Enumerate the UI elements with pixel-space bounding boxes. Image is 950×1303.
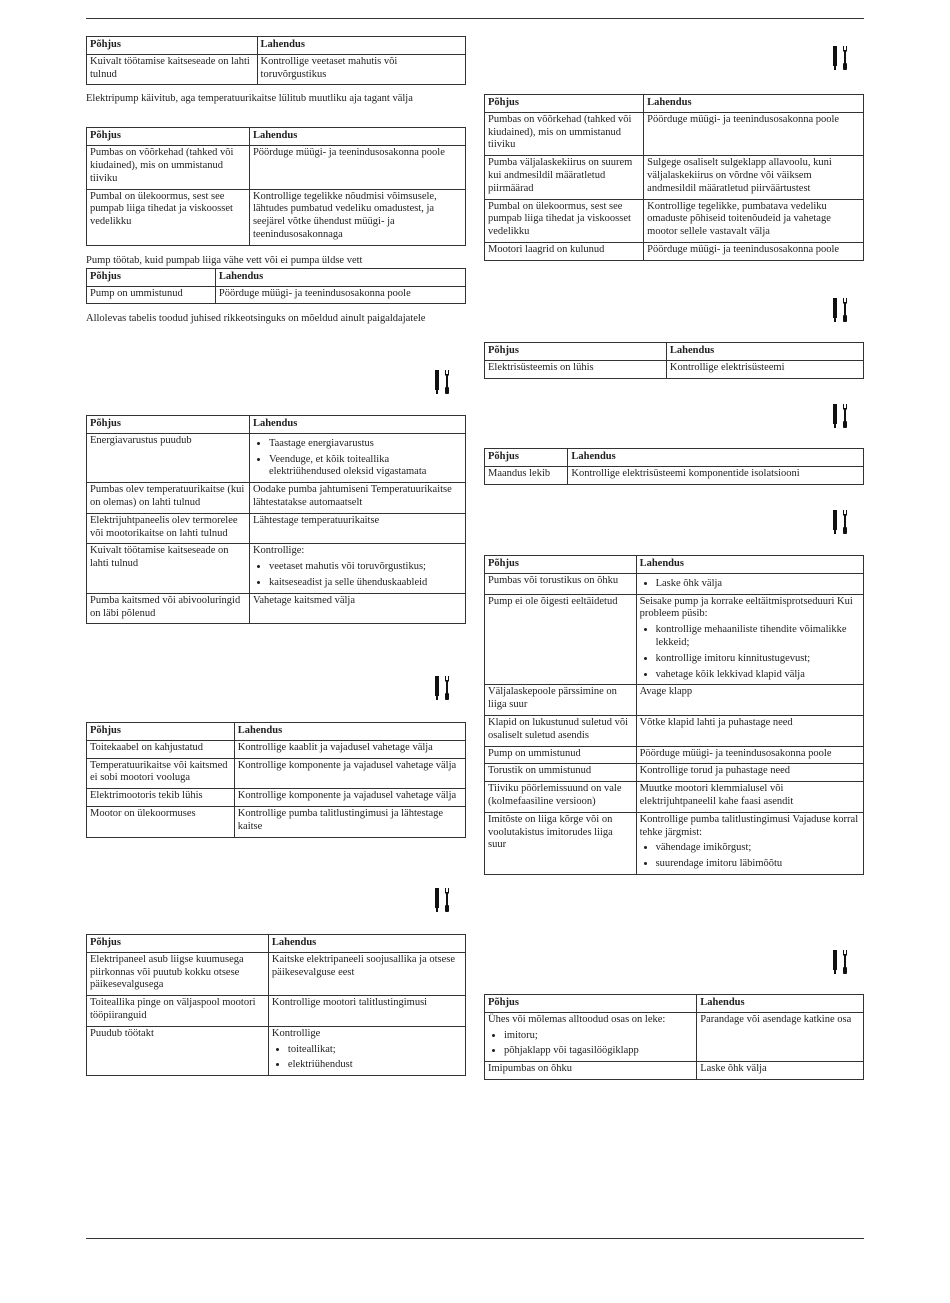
cause-cell [87, 789, 235, 807]
solution-cell-text: Parandage või asendage katkine osa [700, 1013, 852, 1025]
solution-cell-text: Pöörduge müügi- ja teenindusosakonna poole [218, 287, 411, 299]
right-column-1 [484, 94, 864, 261]
cause-cell-text: Pumba väljalaskekiirus on suurem kui andmesildil määratletud piirmäärad [488, 157, 633, 194]
cause-cell-text: Elektrimootoris tekib lühis [90, 790, 203, 802]
solution-cell [697, 1062, 864, 1080]
screwdriver-wrench-icon [434, 886, 452, 914]
column-header-solution: Lahendus [666, 343, 863, 361]
column-header-solution: Lahendus [257, 37, 465, 55]
cause-cell [87, 593, 250, 624]
cause-cell-text: Toitekaabel on kahjustatud [90, 741, 203, 753]
table-header-row [87, 128, 466, 146]
table-row [87, 544, 466, 593]
solution-cell [257, 54, 465, 85]
cause-cell-text: Pump on ummistunud [488, 747, 581, 759]
table-block [484, 448, 864, 485]
cause-cell-text: Imitõste on liiga kõrge või on voolutakistus imitorudes liiga suur [488, 813, 613, 851]
bullet-item: • vahetage kõik lekkivad klapid välja [656, 669, 860, 682]
left-column [86, 36, 466, 326]
solution-cell-text: Kontrollige komponente ja vajadusel vahetage välja [237, 790, 457, 802]
solution-cell-text: Sulgege osaliselt sulgeklapp allavoolu, kuni väljalaskekiirus on võrdne või väiksem andmesildil määratletud piirväärtustest [647, 157, 832, 194]
table-row [485, 573, 864, 594]
solution-cell-text: Kaitske elektripaneeli soojusallika ja otsese päikesevalguse eest [271, 953, 456, 978]
table-header-row [485, 995, 864, 1013]
cause-cell [485, 242, 644, 260]
cause-cell [87, 952, 269, 995]
cause-cell [485, 764, 637, 782]
solution-cell [636, 746, 863, 764]
column-header-solution: Lahendus [636, 556, 863, 574]
table-header-row [87, 37, 466, 55]
cause-cell [485, 199, 644, 242]
screwdriver-wrench-icon [832, 296, 850, 324]
solution-cell-text: Laske õhk välja [700, 1063, 767, 1075]
bullet-list [640, 624, 860, 681]
table-row [485, 715, 864, 746]
screwdriver-wrench-icon [832, 508, 850, 536]
cause-cell [87, 189, 250, 245]
cause-cell [87, 758, 235, 789]
solution-cell-text: Vahetage kaitsmed välja [252, 594, 356, 606]
cause-cell [485, 594, 637, 685]
cause-cell-text: Ühes või mõlemas alltoodud osas on leke: [488, 1013, 666, 1025]
table-block [484, 342, 864, 379]
cause-cell-text: Pumbas on võõrkehad (tahked või kiudained), mis on ummistanud tiiviku [90, 147, 234, 184]
table-header-row [87, 935, 466, 953]
column-header-cause: Põhjus [87, 37, 258, 55]
left-column-lower-2 [86, 722, 466, 838]
cause-cell [87, 483, 250, 514]
cause-cell [485, 746, 637, 764]
solution-cell [249, 189, 465, 245]
column-header-solution: Lahendus [644, 95, 864, 113]
table-header-row [485, 449, 864, 467]
table-block [86, 934, 466, 1076]
bullet-item: • kaitseseadist ja selle ühenduskaableid [269, 577, 462, 590]
table-row [485, 1012, 864, 1061]
table-row [485, 199, 864, 242]
solution-cell [636, 764, 863, 782]
table-row [485, 156, 864, 199]
troubleshooting-table [484, 342, 864, 379]
column-header-solution: Lahendus [249, 128, 465, 146]
bullet-list [640, 842, 860, 871]
cause-cell [87, 740, 235, 758]
solution-cell-text: Kontrollige tegelikke, pumbatava vedeliku omaduste põhiseid toitenõudeid ja vahetage mootor sellele vastavalt välja [647, 200, 831, 238]
cause-cell [485, 715, 637, 746]
solution-cell [268, 1026, 465, 1075]
solution-cell [215, 286, 465, 304]
right-column-2 [484, 342, 864, 379]
solution-cell-text: Kontrollige: [252, 545, 305, 557]
bottom-rule [86, 1238, 864, 1239]
section-heading: Pump töötab, kuid pumpab liiga vähe vett või ei pumpa üldse vett [86, 254, 363, 266]
cause-cell [485, 1012, 697, 1061]
bullet-item: • Laske õhk välja [656, 578, 860, 591]
solution-cell-text: Kontrollige tegelikke nõudmisi võimsusele, lähtudes pumbatud vedeliku omadustest, ja seejärel võtke ühendust müügi- ja teenindusosakonnaga [252, 190, 437, 240]
bullet-item: • põhjaklapp või tagasilöögiklapp [504, 1045, 693, 1058]
table-row [87, 593, 466, 624]
table-row [485, 360, 864, 378]
cause-cell-text: Pumba kaitsmed või abivooluringid on läbi põlenud [90, 594, 241, 619]
cause-cell-text: Kuivalt töötamise kaitseseade on lahti tulnud [90, 55, 250, 80]
table-block [86, 415, 466, 624]
cause-cell-text: Mootor on ülekoormuses [90, 807, 196, 819]
column-header-cause: Põhjus [485, 95, 644, 113]
cause-cell [485, 573, 637, 594]
cause-cell [87, 54, 258, 85]
table-row [87, 789, 466, 807]
bullet-item: • kontrollige mehaaniliste tihendite võimalikke lekkeid; [656, 624, 860, 650]
table-row [87, 483, 466, 514]
cause-cell [87, 996, 269, 1027]
table-row [87, 806, 466, 837]
table-header-row [87, 416, 466, 434]
solution-cell-text: Pöörduge müügi- ja teenindusosakonna poole [647, 113, 840, 125]
table-row [485, 594, 864, 685]
solution-cell-text: Kontrollige pumba talitlustingimusi ja lähtestage kaitse [237, 807, 444, 832]
bullet-item: • kontrollige imitoru kinnitustugevust; [656, 653, 860, 666]
bullet-item: • suurendage imitoru läbimõõtu [656, 858, 860, 871]
table-row [87, 996, 466, 1027]
table-header-row [485, 556, 864, 574]
cause-cell [87, 806, 235, 837]
cause-cell [485, 466, 568, 484]
cause-cell [87, 544, 250, 593]
bullet-list [272, 1044, 462, 1073]
cause-cell-text: Toiteallika pinge on väljaspool mootori tööpiiranguid [90, 997, 256, 1021]
solution-cell [249, 544, 465, 593]
solution-cell-text: Kontrollige kaablit ja vajadusel vahetage välja [237, 741, 433, 753]
table-row [87, 433, 466, 482]
column-header-cause: Põhjus [87, 268, 216, 286]
troubleshooting-table [86, 127, 466, 245]
cause-cell-text: Maandus lekib [488, 467, 551, 479]
solution-cell-text: Pöörduge müügi- ja teenindusosakonna poole [639, 747, 832, 759]
solution-cell [234, 789, 465, 807]
cause-cell-text: Pumbas või torustikus on õhku [488, 574, 619, 586]
solution-cell [697, 1012, 864, 1061]
cause-cell [485, 360, 667, 378]
solution-cell-text: Pöörduge müügi- ja teenindusosakonna poole [252, 147, 445, 159]
cause-cell-text: Pumbas olev temperatuurikaitse (kui on olemas) on lahti tulnud [90, 484, 245, 508]
cause-cell-text: Väljalaskepoole pärssimine on liiga suur [488, 686, 617, 711]
cause-cell [87, 1026, 269, 1075]
troubleshooting-table [484, 555, 864, 875]
section-heading: Allolevas tabelis toodud juhised rikkeotsinguks on mõeldud ainult paigaldajatele [86, 313, 426, 325]
cause-cell-text: Puudub töötakt [90, 1027, 154, 1039]
cause-cell-text: Pumbas on võõrkehad (tahked või kiudained), mis on ummistanud tiiviku [488, 113, 632, 151]
screwdriver-wrench-icon [832, 948, 850, 976]
solution-cell [249, 483, 465, 514]
table-row [87, 146, 466, 189]
bullet-list [253, 438, 462, 479]
solution-cell-text: Kontrollige [271, 1027, 321, 1039]
table-header-row [87, 723, 466, 741]
solution-cell-text: Võtke klapid lahti ja puhastage need [639, 716, 793, 728]
table-block [86, 268, 466, 305]
troubleshooting-table [86, 415, 466, 624]
table-row [485, 782, 864, 813]
cause-cell-text: Pumbal on ülekoormus, sest see pumpab liiga tihedat ja viskoosset vedelikku [488, 200, 631, 238]
cause-cell-text: Elektripaneel asub liigse kuumusega piirkonnas või puutub kokku otsese päikesevalgusega [90, 953, 244, 991]
table-row [485, 812, 864, 874]
cause-cell-text: Pumbal on ülekoormus, sest see pumpab liiga tihedat ja viskoosset vedelikku [90, 190, 233, 228]
cause-cell-text: Temperatuurikaitse või kaitsmed ei sobi mootori vooluga [90, 759, 228, 784]
column-header-cause: Põhjus [485, 449, 568, 467]
table-row [87, 952, 466, 995]
section-heading: Elektripump käivitub, aga temperatuurikaitse lülitub muutliku aja tagant välja [86, 93, 413, 105]
cause-cell [87, 286, 216, 304]
solution-cell [636, 594, 863, 685]
cause-cell [485, 112, 644, 155]
solution-cell [249, 513, 465, 544]
screwdriver-wrench-icon [434, 368, 452, 396]
table-block [484, 94, 864, 261]
solution-cell [636, 782, 863, 813]
solution-cell-text: Pöörduge müügi- ja teenindusosakonna poole [647, 243, 840, 255]
solution-cell-text: Kontrollige elektrisüsteemi [669, 361, 785, 373]
right-column-4 [484, 555, 864, 875]
bullet-item: • Taastage energiavarustus [269, 438, 462, 451]
solution-cell [644, 242, 864, 260]
screwdriver-wrench-icon [434, 674, 452, 702]
solution-cell-text: Kontrollige elektrisüsteemi komponentide isolatsiooni [571, 467, 800, 479]
solution-cell [249, 593, 465, 624]
column-header-cause: Põhjus [87, 128, 250, 146]
cause-cell-text: Klapid on lukustunud suletud või osaliselt suletud asendis [488, 716, 628, 741]
table-row [87, 54, 466, 85]
column-header-solution: Lahendus [568, 449, 864, 467]
cause-cell-text: Energiavarustus puudub [90, 434, 192, 446]
table-row [87, 740, 466, 758]
solution-cell-text: Oodake pumba jahtumiseni Temperatuurikaitse lähtestatakse automaatselt [252, 484, 452, 508]
solution-cell-text: Avage klapp [639, 686, 693, 698]
cause-cell-text: Torustik on ummistunud [488, 765, 592, 777]
table-row [87, 513, 466, 544]
cause-cell-text: Pump on ummistunud [90, 287, 183, 299]
column-header-cause: Põhjus [87, 723, 235, 741]
column-header-solution: Lahendus [234, 723, 465, 741]
cause-cell-text: Pump ei ole õigesti eeltäidetud [488, 595, 618, 607]
bullet-item: • Veenduge, et kõik toiteallika elektriühendused oleksid vigastamata [269, 454, 462, 480]
solution-cell [568, 466, 864, 484]
cause-cell [485, 1062, 697, 1080]
table-row [87, 1026, 466, 1075]
table-block [86, 36, 466, 85]
troubleshooting-table [86, 36, 466, 85]
table-block [86, 722, 466, 838]
solution-cell [636, 715, 863, 746]
table-row [87, 189, 466, 245]
troubleshooting-table [484, 94, 864, 261]
solution-cell-text: Kontrollige komponente ja vajadusel vahetage välja [237, 759, 457, 771]
column-header-cause: Põhjus [87, 416, 250, 434]
column-header-solution: Lahendus [249, 416, 465, 434]
table-row [485, 466, 864, 484]
bullet-item: • elektriühendust [288, 1059, 462, 1072]
column-header-solution: Lahendus [215, 268, 465, 286]
solution-cell [644, 199, 864, 242]
bullet-item: • veetaset mahutis või toruvõrgustikus; [269, 561, 462, 574]
table-block [86, 127, 466, 245]
top-rule [86, 18, 864, 19]
solution-cell [249, 146, 465, 189]
cause-cell [485, 812, 637, 874]
troubleshooting-table [86, 722, 466, 838]
column-header-cause: Põhjus [485, 556, 637, 574]
solution-cell [636, 685, 863, 716]
column-header-solution: Lahendus [268, 935, 465, 953]
solution-cell-text: Kontrollige torud ja puhastage need [639, 765, 791, 777]
troubleshooting-table [86, 934, 466, 1076]
cause-cell [485, 782, 637, 813]
column-header-cause: Põhjus [485, 343, 667, 361]
cause-cell [87, 433, 250, 482]
cause-cell-text: Kuivalt töötamise kaitseseade on lahti tulnud [90, 545, 229, 570]
solution-cell-text: Kontrollige veetaset mahutis või toruvõrgustikus [260, 55, 398, 80]
solution-cell [636, 812, 863, 874]
cause-cell-text: Elektrijuhtpaneelis olev termorelee või mootorikaitse on lahti tulnud [90, 514, 238, 539]
solution-cell [268, 996, 465, 1027]
cause-cell [485, 156, 644, 199]
table-row [87, 286, 466, 304]
cause-cell [87, 513, 250, 544]
left-column-lower-3 [86, 934, 466, 1076]
column-header-cause: Põhjus [87, 935, 269, 953]
cause-cell [485, 685, 637, 716]
screwdriver-wrench-icon [832, 44, 850, 72]
troubleshooting-table [86, 268, 466, 305]
cause-cell-text: Imipumbas on õhku [488, 1063, 572, 1075]
solution-cell [234, 806, 465, 837]
solution-cell [234, 740, 465, 758]
bullet-item: • toiteallikat; [288, 1044, 462, 1057]
solution-cell [666, 360, 863, 378]
bullet-list [488, 1030, 693, 1059]
bullet-list [640, 578, 860, 591]
table-block [484, 994, 864, 1080]
table-header-row [485, 95, 864, 113]
cause-cell-text: Mootori laagrid on kulunud [488, 243, 605, 255]
column-header-cause: Põhjus [485, 995, 697, 1013]
table-header-row [87, 268, 466, 286]
cause-cell-text: Elektrisüsteemis on lühis [488, 361, 594, 373]
solution-cell-text: Kontrollige mootori talitlustingimusi [271, 997, 428, 1009]
solution-cell-text: Kontrollige pumba talitlustingimusi Vajaduse korral tehke järgmist: [639, 813, 859, 838]
solution-cell [268, 952, 465, 995]
table-row [485, 746, 864, 764]
right-column-3 [484, 448, 864, 485]
bullet-item: • imitoru; [504, 1030, 693, 1043]
solution-cell-text: Muutke mootori klemmialusel või elektrijuhtpaneelil kahe faasi asendit [639, 783, 794, 807]
solution-cell [636, 573, 863, 594]
solution-cell [234, 758, 465, 789]
cause-cell-text: Tiiviku pöörlemissuund on vale (kolmefaasiline versioon) [488, 783, 622, 807]
solution-cell [644, 156, 864, 199]
screwdriver-wrench-icon [832, 402, 850, 430]
column-header-solution: Lahendus [697, 995, 864, 1013]
table-row [485, 764, 864, 782]
solution-cell-text: Seisake pump ja korrake eeltäitmisprotseduuri Kui probleem püsib: [639, 595, 853, 620]
troubleshooting-table [484, 448, 864, 485]
solution-cell [644, 112, 864, 155]
table-block [484, 555, 864, 875]
right-column-5 [484, 994, 864, 1080]
table-row [485, 685, 864, 716]
table-header-row [485, 343, 864, 361]
solution-cell-text: Lähtestage temperatuurikaitse [252, 514, 380, 526]
troubleshooting-table [484, 994, 864, 1080]
solution-cell [249, 433, 465, 482]
bullet-item: • vähendage imikõrgust; [656, 842, 860, 855]
left-column-lower-1 [86, 415, 466, 624]
table-row [87, 758, 466, 789]
table-row [485, 112, 864, 155]
cause-cell [87, 146, 250, 189]
table-row [485, 1062, 864, 1080]
bullet-list [253, 561, 462, 590]
table-row [485, 242, 864, 260]
